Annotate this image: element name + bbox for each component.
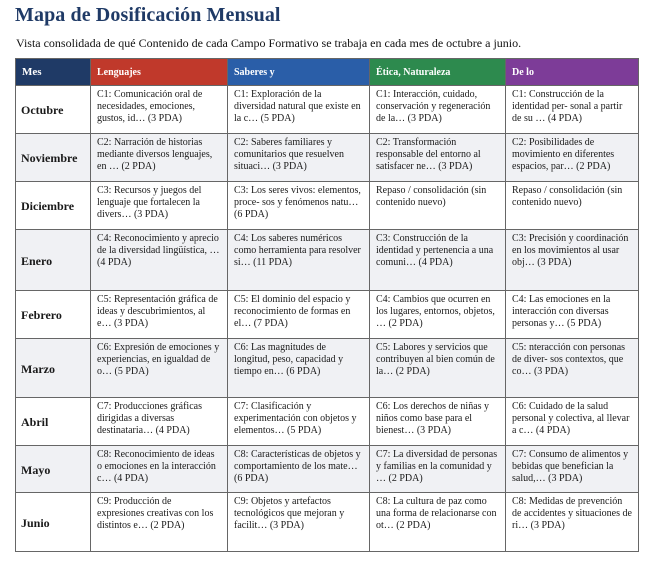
table-cell: C1: Interacción, cuidado, conservación y regeneración de la… (3 PDA) [370,86,506,134]
table-cell: C8: Características de objetos y comportamiento de los mate… (6 PDA) [228,446,370,493]
table-cell: C6: Las magnitudes de longitud, peso, capacidad y tiempo en… (6 PDA) [228,339,370,398]
table-cell: C2: Posibilidades de movimiento en diferentes espacios, par… (2 PDA) [506,134,639,182]
month-cell: Noviembre [16,134,91,182]
dosification-table [15,58,639,552]
table-cell: C1: Exploración de la diversidad natural que existe en la c… (5 PDA) [228,86,370,134]
table-cell: C2: Saberes familiares y comunitarios que resuelven situaci… (3 PDA) [228,134,370,182]
table-cell: C3: Recursos y juegos del lenguaje que fortalecen la divers… (3 PDA) [91,182,228,230]
table-cell: C4: Cambios que ocurren en los lugares, entornos, objetos, … (2 PDA) [370,291,506,339]
header-lenguajes: Lenguajes [91,59,228,86]
table-cell: C8: Medidas de prevención de accidentes y situaciones de ri… (3 PDA) [506,493,639,552]
table-row [16,134,639,182]
page-title: Mapa de Dosificación Mensual [15,4,281,26]
table-cell: C2: Transformación responsable del entorno al satisfacer ne… (3 PDA) [370,134,506,182]
month-cell: Enero [16,230,91,291]
table-cell: C7: Consumo de alimentos y bebidas que benefician la salud,… (3 PDA) [506,446,639,493]
table-row [16,339,639,398]
table-cell: C4: Reconocimiento y aprecio de la diversidad lingüística, … (4 PDA) [91,230,228,291]
table-row [16,86,639,134]
month-cell: Febrero [16,291,91,339]
table-cell: Repaso / consolidación (sin contenido nuevo) [370,182,506,230]
header-mes: Mes [16,59,91,86]
header-etica: Ética, Naturaleza [370,59,506,86]
table-cell: C3: Precisión y coordinación en los movimientos al usar obj… (3 PDA) [506,230,639,291]
table-row [16,291,639,339]
table-cell: C7: La diversidad de personas y familias en la comunidad y … (2 PDA) [370,446,506,493]
table-cell: C9: Objetos y artefactos tecnológicos que mejoran y facilit… (3 PDA) [228,493,370,552]
table-cell: C3: Los seres vivos: elementos, proce- sos y fenómenos natu… (6 PDA) [228,182,370,230]
month-cell: Octubre [16,86,91,134]
table-cell: C4: Las emociones en la interacción con diversas personas y… (5 PDA) [506,291,639,339]
table-row [16,182,639,230]
table-cell: C7: Producciones gráficas dirigidas a diversas destinataria… (4 PDA) [91,398,228,446]
month-cell: Abril [16,398,91,446]
month-cell: Mayo [16,446,91,493]
table-cell: C8: La cultura de paz como una forma de relacionarse con ot… (2 PDA) [370,493,506,552]
page-subtitle: Vista consolidada de qué Contenido de cada Campo Formativo se trabaja en cada mes de octubre a junio. [16,36,522,50]
table-row [16,398,639,446]
table-header-row [16,59,639,86]
header-de-lo: De lo [506,59,639,86]
table-cell: C6: Expresión de emociones y experiencias, en igualdad de o… (5 PDA) [91,339,228,398]
table-cell: C5: El dominio del espacio y reconocimiento de formas en el… (7 PDA) [228,291,370,339]
table-cell: C8: Reconocimiento de ideas o emociones en la interacción c… (4 PDA) [91,446,228,493]
table-row [16,230,639,291]
table-cell: C2: Narración de historias mediante diversos lenguajes, en … (2 PDA) [91,134,228,182]
header-saberes: Saberes y [228,59,370,86]
table-cell: C1: Construcción de la identidad per- sonal a partir de su … (4 PDA) [506,86,639,134]
table-cell: C1: Comunicación oral de necesidades, emociones, gustos, id… (3 PDA) [91,86,228,134]
table-cell: C3: Construcción de la identidad y pertenencia a una comuni… (4 PDA) [370,230,506,291]
table-cell: C6: Los derechos de niñas y niños como base para el bienest… (3 PDA) [370,398,506,446]
table-cell: C4: Los saberes numéricos como herramienta para resolver si… (11 PDA) [228,230,370,291]
table-cell: C5: Representación gráfica de ideas y descubrimientos, al e… (3 PDA) [91,291,228,339]
table-row [16,446,639,493]
month-cell: Marzo [16,339,91,398]
month-cell: Junio [16,493,91,552]
table-cell: Repaso / consolidación (sin contenido nuevo) [506,182,639,230]
month-cell: Diciembre [16,182,91,230]
table-row [16,493,639,552]
table-cell: C5: nteracción con personas de diver- sos contextos, que co… (3 PDA) [506,339,639,398]
table-cell: C5: Labores y servicios que contribuyen al bien común de la… (2 PDA) [370,339,506,398]
table-cell: C7: Clasificación y experimentación con objetos y elementos… (5 PDA) [228,398,370,446]
table-cell: C6: Cuidado de la salud personal y colectiva, al llevar a c… (4 PDA) [506,398,639,446]
table-cell: C9: Producción de expresiones creativas con los distintos e… (2 PDA) [91,493,228,552]
